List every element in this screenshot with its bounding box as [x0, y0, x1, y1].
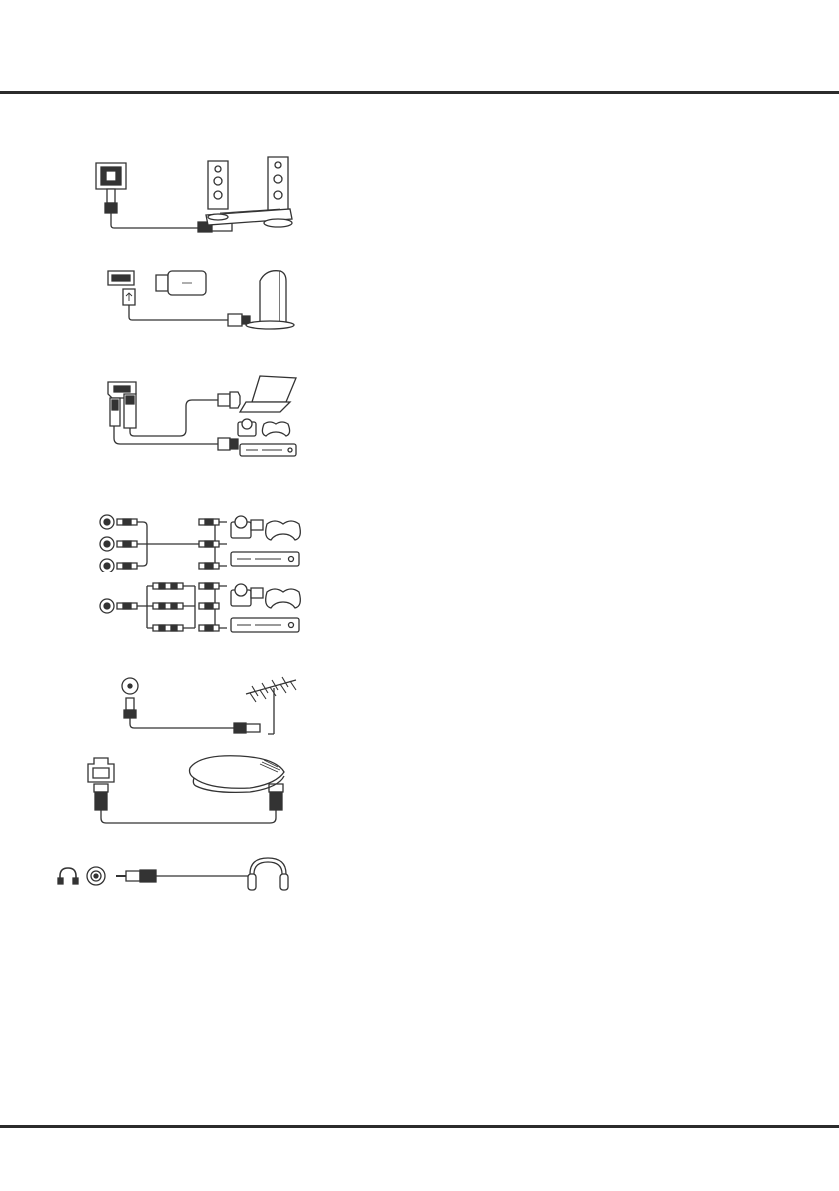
optical-port-icon [96, 163, 126, 189]
composite-av-illustration [95, 578, 305, 638]
optical-cable-icon [111, 213, 198, 228]
dvi-plug-icon [218, 392, 240, 408]
rca-plug-icon [117, 603, 137, 609]
headphones-icon [248, 858, 288, 890]
rca-adapter-icon [153, 583, 183, 631]
dvd-player-icon [231, 552, 299, 566]
dvd-player-icon [231, 618, 299, 632]
dvi-plug-icon [124, 394, 136, 428]
footer-rule [0, 1125, 839, 1128]
gamepad-icon [262, 422, 289, 436]
rj45-plug-icon [94, 784, 108, 810]
rca-plug-icon [117, 519, 137, 569]
hdmi-illustration [100, 372, 305, 462]
hdmi-plug-icon [110, 398, 120, 426]
rca-jack-icon [100, 515, 114, 572]
usb-plug-icon [123, 289, 135, 305]
coax-plug-icon [124, 698, 136, 718]
optical-audio-illustration [90, 155, 305, 235]
lan-port-icon [88, 758, 114, 782]
rca-plug-icon [199, 519, 219, 569]
external-hard-drive-icon [246, 271, 294, 329]
headphone-symbol-icon [58, 868, 78, 884]
audio-plug-icon [116, 870, 156, 882]
dvd-player-icon [240, 444, 296, 456]
component-av-illustration [95, 510, 305, 572]
headphones-illustration [50, 852, 300, 898]
camcorder-icon [238, 419, 256, 436]
gamepad-icon [266, 589, 301, 608]
soundbar-speakers-icon [206, 157, 292, 227]
usb-cable-icon [129, 305, 228, 320]
antenna-illustration [110, 672, 305, 742]
camcorder-icon [231, 516, 263, 538]
laptop-icon [240, 376, 296, 412]
rca-jack-icon [100, 599, 114, 613]
rca-plug-icon [199, 583, 219, 631]
gamepad-icon [266, 521, 301, 540]
usb-illustration [100, 265, 300, 335]
header-rule [0, 91, 839, 94]
rj45-plug-icon [269, 784, 283, 810]
optical-plug-icon [105, 189, 117, 213]
camcorder-icon [231, 584, 263, 606]
router-icon [190, 756, 285, 793]
headphone-jack-icon [87, 867, 105, 885]
usb-port-icon [108, 271, 134, 285]
usb-flash-drive-icon [156, 271, 206, 295]
ethernet-illustration [80, 750, 305, 830]
ethernet-cable-icon [101, 810, 276, 823]
hdmi-plug-icon [218, 438, 238, 450]
rf-jack-icon [122, 678, 138, 694]
coax-plug-icon [234, 723, 260, 733]
